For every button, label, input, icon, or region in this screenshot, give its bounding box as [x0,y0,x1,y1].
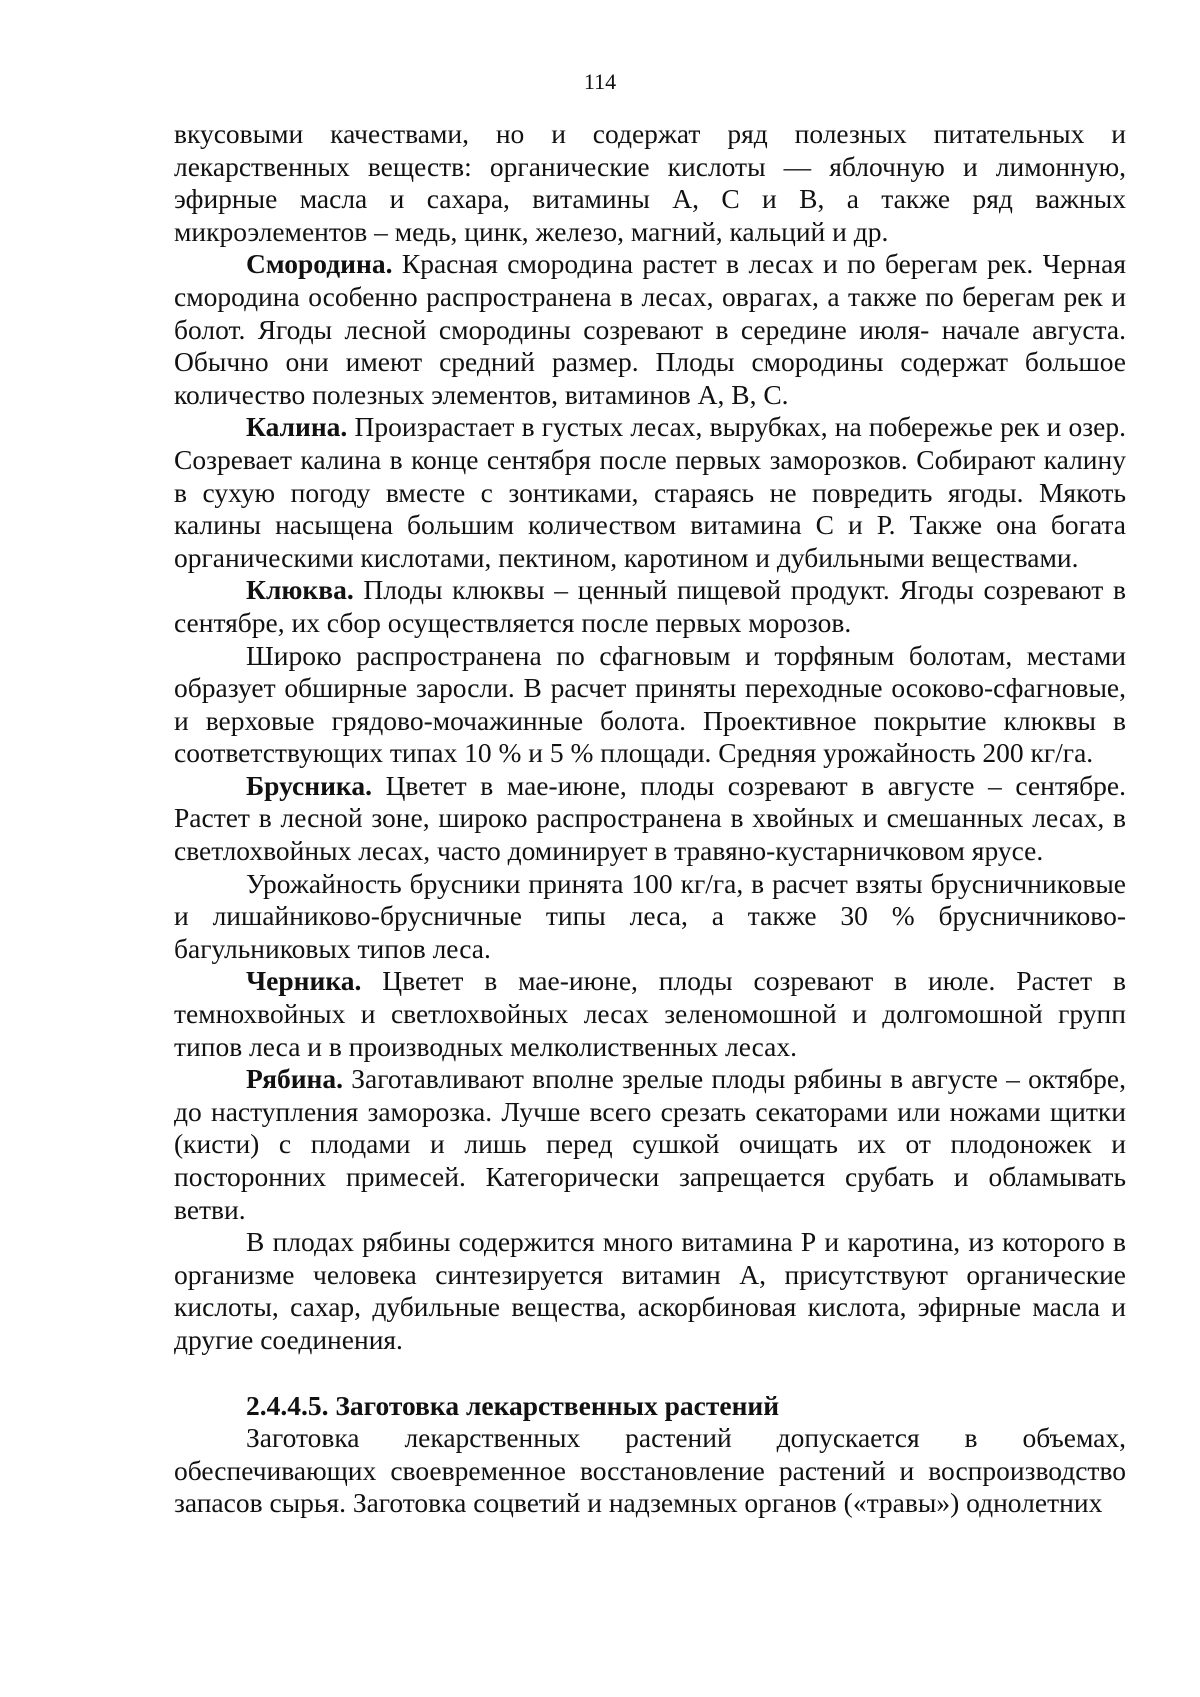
paragraph-text: Заготавливают вполне зрелые плоды рябины в августе – октябре, до наступления заморозка. Лучше всего срезать секаторами или ножами щитки (кисти) с плодами и лишь перед сушкой очищать их от плодоножек и посторонних примесей. Категорически запрещается срубать и обламывать ветви. [174,1063,1126,1225]
paragraph-lingonberry [174,770,1126,868]
paragraph-viburnum [174,411,1126,574]
page-number: 114 [583,69,617,94]
paragraph-rowan [174,1063,1126,1226]
paragraph-text: Произрастает в густых лесах, вырубках, на побережье рек и озер. Созревает калина в конце сентября после первых заморозков. Собирают калину в сухую погоду вместе с зонтиками, стараясь не повредить ягоды. Мякоть калины насыщена большим количеством витамина С и Р. Также она богата органическими кислотами, пектином, каротином и дубильными веществами. [174,411,1126,573]
paragraph-text: В плодах рябины содержится много витамина Р и каротина, из которого в организме человека синтезируется витамин А, присутствуют органические кислоты, сахар, дубильные вещества, аскорбиновая кислота, эфирные масла и другие соединения. [174,1226,1126,1355]
term-blueberry: Черника. [246,965,362,997]
paragraph-text: Красная смородина растет в лесах и по берегам рек. Черная смородина особенно распространена в лесах, оврагах, а также по берегам рек и болот. Ягоды лесной смородины созревают в середине июля- начале августа. Обычно они имеют средний размер. Плоды смородины содержат большое количество полезных элементов, витаминов А, В, С. [174,248,1126,410]
paragraph-text: Плоды клюквы – ценный пищевой продукт. Ягоды созревают в сентябре, их сбор осуществляется после первых морозов. [174,574,1126,638]
term-viburnum: Калина. [246,411,348,443]
paragraph-currant [174,248,1126,411]
term-currant: Смородина. [246,248,393,280]
paragraph-lingonberry-yield [174,868,1126,966]
paragraph-cranberry [174,574,1126,639]
document-body [174,118,1126,1520]
term-cranberry: Клюква. [246,574,354,606]
paragraph-text: Цветет в мае-июне, плоды созревают в июле. Растет в темнохвойных и светлохвойных лесах зеленомошной и долгомошной групп типов леса и в производных мелколиственных лесах. [174,965,1126,1062]
paragraph-rowan-composition [174,1226,1126,1356]
paragraph-text: Заготовка лекарственных растений допускается в объемах, обеспечивающих своевременное восстановление растений и воспроизводство запасов сырья. Заготовка соцветий и надземных органов («травы») однолетних [174,1422,1126,1519]
paragraph-intro-continuation [174,118,1126,248]
paragraph-medicinal-plants [174,1422,1126,1520]
section-heading: 2.4.4.5. Заготовка лекарственных растений [246,1389,780,1421]
paragraph-text: Урожайность брусники принята 100 кг/га, в расчет взяты брусничниковые и лишайниково-брусничные типы леса, а также 30 % брусничниково-багульниковых типов леса. [174,867,1126,964]
term-rowan: Рябина. [246,1063,344,1095]
paragraph-blueberry [174,965,1126,1063]
term-lingonberry: Брусника. [246,769,372,801]
paragraph-text: вкусовыми качествами, но и содержат ряд полезных питательных и лекарственных веществ: органические кислоты — яблочную и лимонную, эфирные масла и сахара, витамины А, С и В, а также ряд важных микроэлементов – медь, цинк, железо, магний, кальций и др. [174,118,1126,247]
paragraph-text: Широко распространена по сфагновым и торфяным болотам, местами образует обширные заросли. В расчет приняты переходные осоково-сфагновые, и верховые грядово-мочажинные болота. Проективное покрытие клюквы в соответствующих типах 10 % и 5 % площади. Средняя урожайность 200 кг/га. [174,639,1126,769]
paragraph-cranberry-distribution [174,640,1126,770]
paragraph-text: Цветет в мае-июне, плоды созревают в августе – сентябре. Растет в лесной зоне, широко распространена в хвойных и смешанных лесах, в светлохвойных лесах, часто доминирует в травяно-кустарничковом ярусе. [174,769,1126,867]
